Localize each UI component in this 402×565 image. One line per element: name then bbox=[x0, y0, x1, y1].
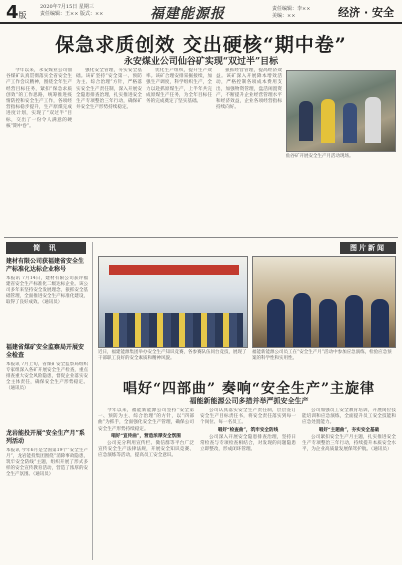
masthead-right-editor: 责任编辑：李×× bbox=[272, 6, 311, 12]
page-number: 4版 bbox=[6, 2, 27, 23]
second-subhead-3: 唱好“主题曲”，夯实安全基础 bbox=[318, 427, 380, 433]
lead-column-1: 今年以来，永安煤业公司仙谷煤矿认真贯彻落实全省安全生产工作会议精神，围绕全年生产经营目标任务，紧扣“保急求质创效”的工作思路，统筹推进疫情防控和安全生产工作，各项经营指标稳步提升，生产原煤完成进度计划，实现了“双过半”目标，交出了一份令人满意的硬核“期中卷”。 bbox=[6, 68, 72, 129]
photo-news-b-caption: 福能新能源公司员工在“安全生产月”活动中参加应急演练，检验应急预案的科学性和实用性。 bbox=[252, 350, 392, 361]
second-subhead-2: 唱好“检查曲”，筑牢安全防线 bbox=[217, 427, 279, 433]
lead-column-3: 优化生产组织，提升生产效率。该矿合理安排采掘接续，加强生产调度，科学组织生产，全力以赴抓原煤生产，上半年共完成原煤生产任务，为全年目标任务的完成奠定了坚实基础。 bbox=[146, 68, 212, 105]
photo-news-a bbox=[98, 256, 248, 348]
section-divider bbox=[4, 237, 398, 238]
lead-column-4: 狠抓经营管理，提高经济效益。该矿深入开展降本增效活动，严格控制各项成本费用支出，加强物资管理，盘活闲置资产，不断提升企业经营管理水平和经济效益，企业各项经营指标持续向好。 bbox=[216, 68, 282, 111]
masthead-right-designer: 美编：×× bbox=[272, 13, 296, 19]
photo-news-b bbox=[252, 256, 396, 348]
paper-name: 福建能源报 bbox=[150, 6, 225, 22]
briefs-divider bbox=[92, 242, 93, 560]
lead-column-2: 强化安全管理，夯实安全基础。该矿坚持“安全第一、预防为主、综合治理”方针，严格落实安全生产责任制，深入开展安全隐患排查治理，扎实推进安全生产专项整治三年行动，确保矿井安全生产形势持续稳定。 bbox=[76, 68, 142, 111]
brief-2-body: 本报讯 7月上旬，省煤矿安全监察局组织专家组深入各矿开展安全生产检查，重点排查重大安全风险隐患，督促企业落实安全主体责任，确保安全生产形势稳定。（通讯员） bbox=[6, 362, 88, 392]
lead-photo-caption: 仙谷矿开展安全生产月活动现场。 bbox=[286, 154, 354, 159]
masthead bbox=[0, 0, 402, 24]
photo-news-a-caption: 近日，福建能源集团举办安全生产知识竞赛，各参赛队伍同台竞技，展现了干部职工良好的安全素质和精神风貌。 bbox=[98, 350, 247, 361]
page-suffix: 版 bbox=[18, 11, 27, 20]
second-subhead-1: 唱好“宣传曲”，营造浓厚安全氛围 bbox=[111, 433, 181, 439]
second-column-2: 公司认真落实安全生产责任制，层层签订安全生产目标责任书，将安全责任落实到每一个岗位、每一名员工。 唱好“检查曲”，筑牢安全防线 公司深入开展安全隐患排查治理，坚持日常检查与专项检查相结合，对发现的问题隐患立即整改，形成闭环管理。 bbox=[200, 408, 296, 453]
masthead-right-info bbox=[272, 6, 310, 20]
second-column-3: 公司加强员工安全教育培训，开展岗位技能培训和应急演练，全面提升员工安全技能和应急处置能力。 唱好“主题曲”，夯实安全基础 公司紧扣安全生产月主题，扎实推进安全生产专项整治三年行动，持续提升本质安全水平，为企业高质量发展保驾护航。（通讯员） bbox=[302, 408, 396, 453]
brief-3-title: 龙岩能投开展“安全生产月”系列活动 bbox=[6, 430, 85, 445]
lead-photo bbox=[286, 70, 396, 152]
lead-subhead: 永安煤业公司仙谷矿实现“双过半”目标 bbox=[123, 57, 279, 67]
masthead-editor: 责任编辑：王×× 版式：×× bbox=[40, 11, 104, 17]
photo-news-label: 图片新闻 bbox=[340, 242, 396, 254]
brief-1-title: 建材有限公司获福建省安全生产标准化达标企业称号 bbox=[6, 258, 85, 273]
masthead-info bbox=[40, 4, 103, 18]
second-column-1: 今年以来，福能新能源公司坚持“安全第一、预防为主、综合治理”的方针，以“四部曲”为抓手，全面强化安全生产管理，确保公司安全生产形势持续稳定。 唱好“宣传曲”，营造浓厚安全氛围 公司充分利用宣传栏、微信群等平台广泛宣传安全生产法律法规，开展安全知识竞赛、应急演练等活动，提高员工安全意识。 bbox=[98, 408, 194, 459]
masthead-date: 2020年7月15日 星期三 bbox=[40, 4, 94, 10]
briefs-label: 简 讯 bbox=[6, 242, 86, 254]
lead-headline: 保急求质创效 交出硬核“期中卷” bbox=[55, 34, 347, 56]
brief-3-body: 本报讯 今年6月是全国第19个“安全生产月”，龙岩能投集团围绕“消除事故隐患，筑牢安全防线”主题，组织开展了形式多样的安全宣传教育活动，营造了浓厚的安全生产氛围。（通讯员） bbox=[6, 448, 88, 478]
second-headline: 唱好“四部曲” 奏响“安全生产”主旋律 bbox=[122, 381, 376, 397]
second-subhead: 福能新能源公司多措并举严抓安全生产 bbox=[189, 396, 309, 405]
brief-2-title: 福建省煤矿安全监察局开展安全检查 bbox=[6, 344, 85, 359]
brief-1-body: 本报讯 7月14日，建材有限公司获评福建省安全生产标准化二级达标企业。该公司多年来坚持安全发展理念，狠抓安全基础管理，全面推进安全生产标准化建设，取得了良好成效。（通讯员） bbox=[6, 276, 88, 306]
section-name: 经济 · 安全 bbox=[338, 6, 394, 19]
